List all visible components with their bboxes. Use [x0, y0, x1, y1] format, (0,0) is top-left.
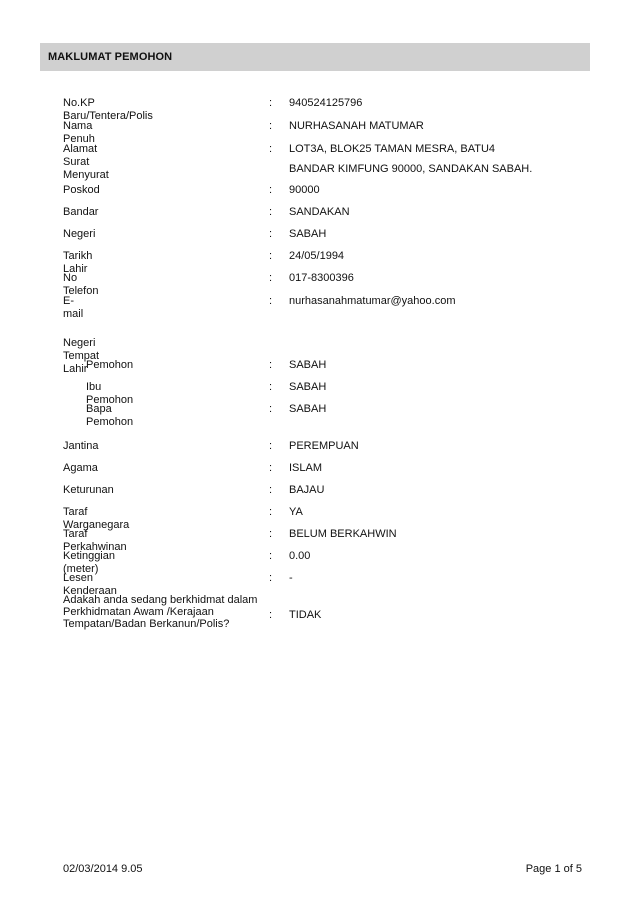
- colon: :: [269, 228, 273, 240]
- field-label: Negeri: [63, 228, 96, 240]
- colon: :: [269, 97, 273, 109]
- field-value: SABAH: [289, 403, 327, 415]
- colon: :: [269, 403, 273, 415]
- footer-page-number: Page 1 of 5: [525, 863, 582, 875]
- colon: :: [269, 359, 273, 371]
- field-value: TIDAK: [289, 609, 322, 621]
- colon: :: [269, 295, 273, 307]
- colon: :: [269, 272, 273, 284]
- field-value: 017-8300396: [289, 272, 354, 284]
- field-value: 90000: [289, 184, 320, 196]
- colon: :: [269, 550, 273, 562]
- field-value: 940524125796: [289, 97, 363, 109]
- colon: :: [269, 462, 273, 474]
- colon: :: [269, 572, 273, 584]
- field-value: NURHASANAH MATUMAR: [289, 120, 424, 132]
- colon: :: [269, 484, 273, 496]
- field-label: Ketinggian (meter): [63, 550, 115, 575]
- field-label-berkhidmat: [63, 594, 283, 630]
- field-value: SABAH: [289, 228, 327, 240]
- field-label: Poskod: [63, 184, 100, 196]
- field-value-line1: LOT3A, BLOK25 TAMAN MESRA, BATU4: [289, 143, 496, 155]
- colon: :: [269, 250, 273, 262]
- footer-timestamp: 02/03/2014 9.05: [63, 863, 143, 875]
- field-label: Taraf Perkahwinan: [63, 528, 127, 553]
- field-value: BAJAU: [289, 484, 325, 496]
- field-label: Keturunan: [63, 484, 114, 496]
- section-title: MAKLUMAT PEMOHON: [48, 51, 173, 63]
- field-label: No Telefon: [63, 272, 99, 297]
- field-label: Ibu Pemohon: [86, 381, 134, 406]
- colon: :: [269, 184, 273, 196]
- field-label: Bapa Pemohon: [86, 403, 134, 428]
- colon: :: [269, 506, 273, 518]
- field-value: BELUM BERKAHWIN: [289, 528, 397, 540]
- field-label: Bandar: [63, 206, 99, 218]
- field-value: PEREMPUAN: [289, 440, 359, 452]
- group-label: Negeri Tempat Lahir: [63, 337, 100, 375]
- field-label: Tarikh Lahir: [63, 250, 93, 275]
- field-label: Nama Penuh: [63, 120, 95, 145]
- colon: :: [269, 143, 273, 155]
- field-value: nurhasanahmatumar@yahoo.com: [289, 295, 456, 307]
- field-label: Pemohon: [86, 359, 134, 371]
- field-label: No.KP Baru/Tentera/Polis: [63, 97, 153, 122]
- colon: :: [269, 381, 273, 393]
- colon: :: [269, 609, 273, 621]
- field-value-line2: BANDAR KIMFUNG 90000, SANDAKAN SABAH.: [289, 163, 533, 175]
- colon: :: [269, 120, 273, 132]
- field-label-line: Tempatan/Badan Berkanun/Polis?: [63, 618, 230, 630]
- field-label-line: Adakah anda sedang berkhidmat dalam: [63, 594, 258, 606]
- field-value: SABAH: [289, 359, 327, 371]
- field-label: E-mail: [63, 295, 84, 320]
- field-value: ISLAM: [289, 462, 323, 474]
- section-header: [40, 43, 590, 71]
- field-label: Jantina: [63, 440, 99, 452]
- field-value: SABAH: [289, 381, 327, 393]
- field-label-line: Perkhidmatan Awam /Kerajaan: [63, 606, 214, 618]
- colon: :: [269, 528, 273, 540]
- field-value: SANDAKAN: [289, 206, 350, 218]
- colon: :: [269, 440, 273, 452]
- field-value: 24/05/1994: [289, 250, 345, 262]
- field-label: Alamat Surat Menyurat: [63, 143, 109, 181]
- field-label: Agama: [63, 462, 98, 474]
- field-label: Taraf Warganegara: [63, 506, 130, 531]
- colon: :: [269, 206, 273, 218]
- field-label: Lesen Kenderaan: [63, 572, 117, 597]
- field-value: -: [289, 572, 293, 584]
- field-value: 0.00: [289, 550, 311, 562]
- field-value: YA: [289, 506, 303, 518]
